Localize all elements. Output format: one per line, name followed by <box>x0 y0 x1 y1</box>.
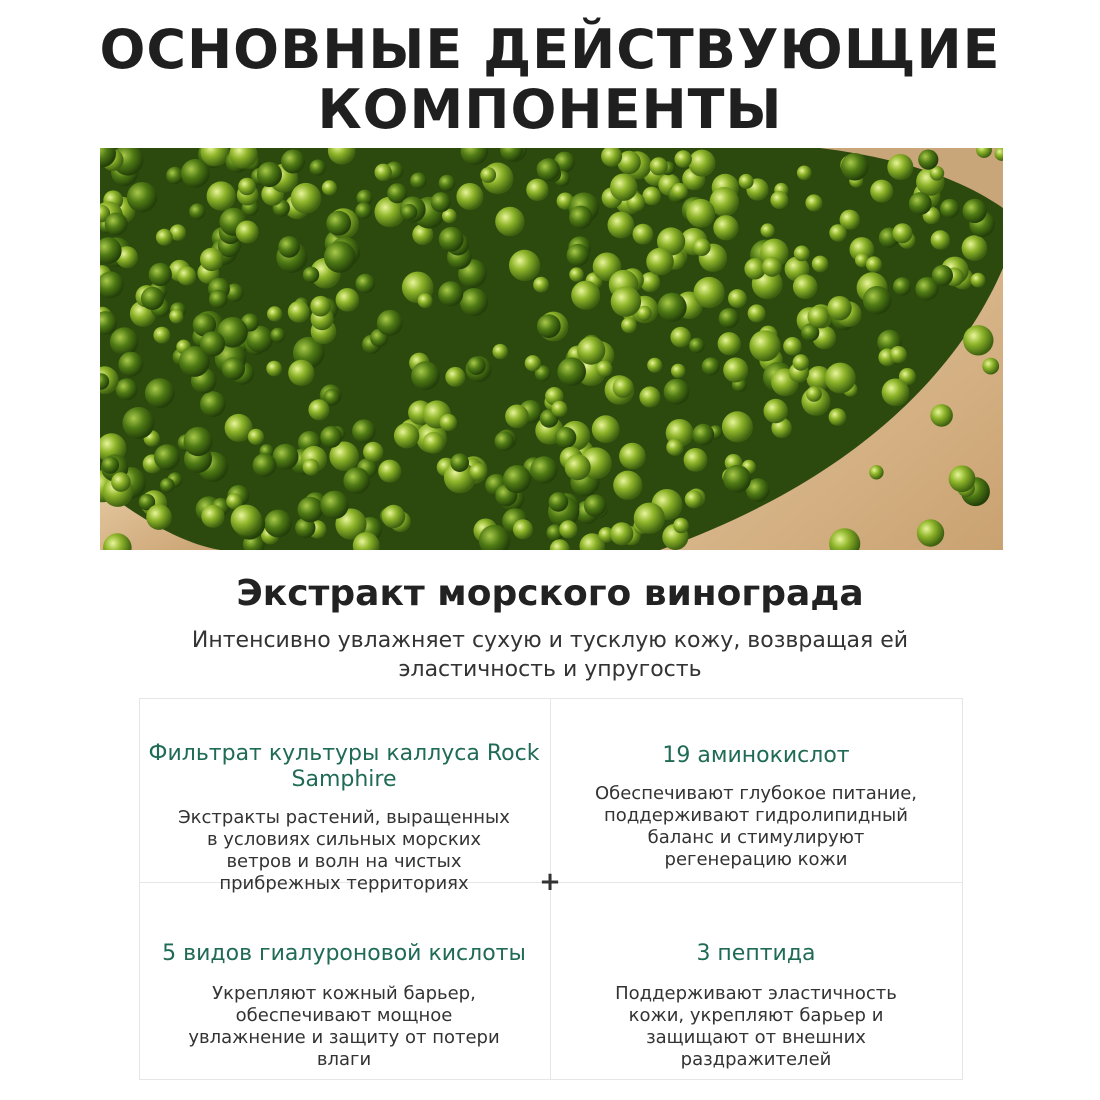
page-title-line-1: ОСНОВНЫЕ ДЕЙСТВУЮЩИЕ <box>99 18 1001 81</box>
benefit-text: Поддерживают эластичность кожи, укрепляют барьер и защищают от внешних раздражителей <box>615 983 897 1070</box>
benefit-card-amino-acids <box>556 743 956 871</box>
benefit-text: Экстракты растений, выращенных в условиях сильных морских ветров и волн на чистых прибрежных территориях <box>178 807 510 894</box>
ingredient-name: Экстракт морского винограда <box>236 573 864 614</box>
benefit-text: Укрепляют кожный барьер, обеспечивают мощное увлажнение и защиту от потери влаги <box>188 983 500 1070</box>
benefit-title: 3 пептида <box>696 941 816 966</box>
benefit-card-rock-samphire <box>144 741 544 895</box>
benefit-title: 5 видов гиалуроновой кислоты <box>162 941 526 966</box>
ingredient-description: Интенсивно увлажняет сухую и тусклую кожу, возвращая ей эластичность и упругость <box>191 628 909 682</box>
page-title <box>0 20 1100 140</box>
benefit-card-hyaluronic-acid <box>144 941 544 1071</box>
benefit-text: Обеспечивают глубокое питание, поддерживают гидролипидный баланс и стимулируют регенерацию кожи <box>594 783 918 870</box>
benefit-card-peptides <box>556 941 956 1071</box>
plus-icon: + <box>539 867 561 897</box>
benefit-title: Фильтрат культуры каллуса Rock Samphire <box>148 741 540 792</box>
benefits-grid <box>139 698 963 1080</box>
sea-grapes-photo <box>100 148 1003 550</box>
page-title-line-2: КОМПОНЕНТЫ <box>317 78 783 141</box>
benefit-title: 19 аминокислот <box>662 743 850 768</box>
